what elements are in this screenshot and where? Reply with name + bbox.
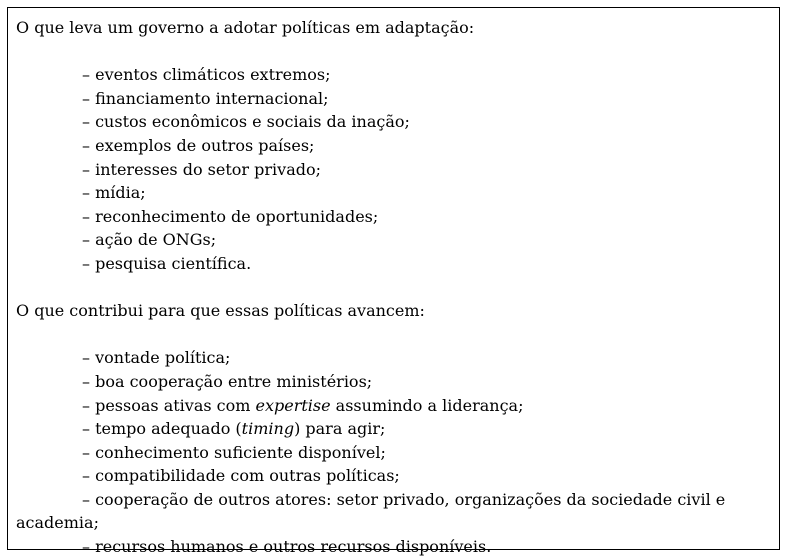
spacer: [16, 40, 779, 64]
adoption-factors-list: [16, 63, 779, 275]
list-item: – pessoas ativas com expertise assumindo a liderança;: [82, 395, 524, 415]
list-item: – compatibilidade com outras políticas;: [82, 466, 400, 486]
list-item: – financiamento internacional;: [82, 88, 329, 108]
list-item: – conhecimento suficiente disponível;: [82, 442, 386, 462]
italic-term: timing: [241, 419, 295, 439]
list-item: – custos econômicos e sociais da inação;: [82, 112, 410, 132]
list-item: – recursos humanos e outros recursos disponíveis.: [82, 537, 492, 557]
section-heading-progress: O que contribui para que essas políticas avancem:: [16, 301, 425, 321]
progress-factors-list: [16, 346, 779, 558]
list-item: – pesquisa científica.: [82, 253, 252, 273]
section-heading-adoption: O que leva um governo a adotar políticas em adaptação:: [16, 18, 475, 37]
list-item: – tempo adequado (timing) para agir;: [82, 419, 386, 439]
list-item: – ação de ONGs;: [82, 230, 217, 250]
list-item: – reconhecimento de oportunidades;: [82, 206, 379, 226]
italic-term: expertise: [255, 395, 331, 415]
spacer: [16, 276, 779, 300]
list-item: – eventos climáticos extremos;: [82, 65, 331, 85]
list-item: – interesses do setor privado;: [82, 159, 322, 179]
list-item: – vontade política;: [82, 348, 231, 368]
list-item: – exemplos de outros países;: [82, 135, 315, 155]
text-box: [7, 7, 780, 557]
list-item: – mídia;: [82, 183, 146, 203]
list-item: – boa cooperação entre ministérios;: [82, 371, 373, 391]
list-item: – cooperação de outros atores: setor privado, organizações da sociedade civil e academia;: [16, 489, 726, 533]
spacer: [16, 323, 779, 347]
